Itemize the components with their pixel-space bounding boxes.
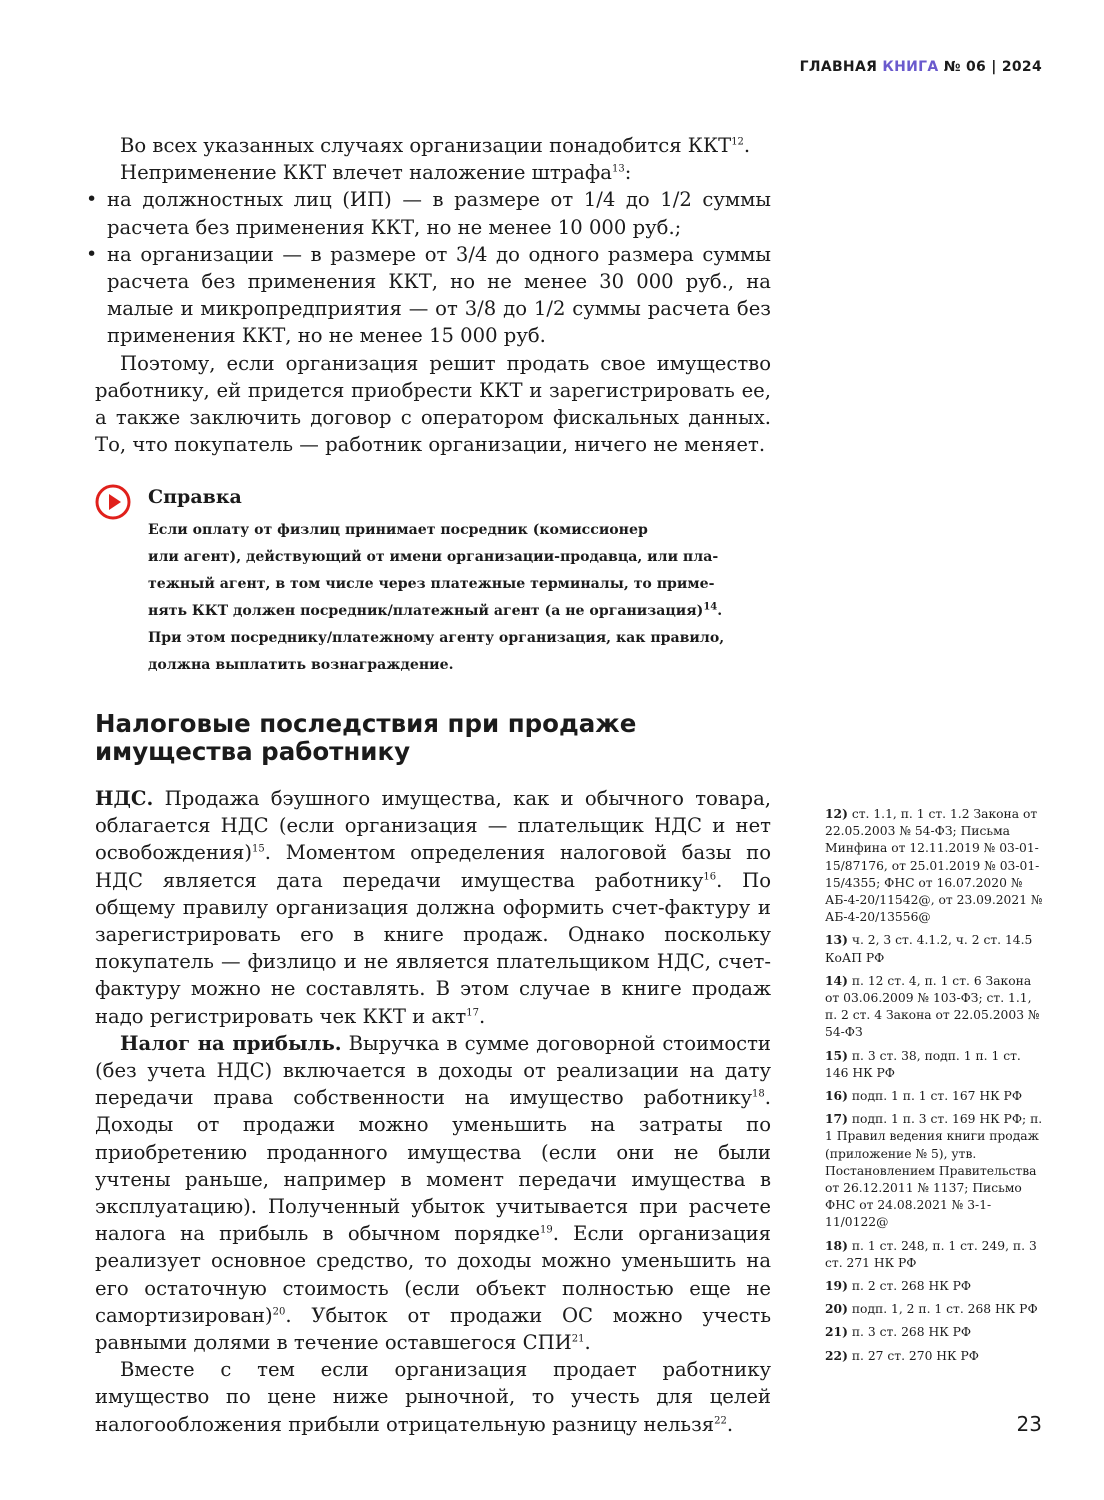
section-body [95,785,771,1438]
section-heading: Налоговые последствия при продаже имущества работнику [95,709,637,766]
footnote: 19) п. 2 ст. 268 НК РФ [825,1278,972,1294]
intro-paragraph-3: Поэтому, если организация решит продать свое имущество работнику, ей придется приобрести ККТ и зарегистрировать ее, а также заключить договор с оператором фискальных данных. То, что покупатель — работник организации, ничего не меняет. [95,351,771,457]
footnote: 20) подп. 1, 2 п. 1 ст. 268 НК РФ [825,1301,1038,1317]
footnote-ref[interactable]: 13 [611,163,625,175]
note-title: Справка [148,486,242,508]
footnote-ref[interactable]: 17 [466,1007,479,1019]
footnote-ref[interactable]: 20 [272,1306,286,1318]
header-issue: № 06 | 2024 [938,59,1042,75]
note-line: При этом посреднику/платежному агенту организация, как правило, [148,630,725,646]
footnote-ref[interactable]: 21 [571,1333,585,1345]
footnote-ref[interactable]: 18 [752,1088,765,1100]
vat-lead: НДС. [95,787,154,810]
footnote-ref[interactable]: 16 [703,871,717,883]
profit-tax-lead: Налог на прибыль. [120,1031,342,1055]
footnote: 18) п. 1 ст. 248, п. 1 ст. 249, п. 3 ст. 271 НК РФ [825,1237,1037,1270]
footnote: 17) подп. 1 п. 3 ст. 169 НК РФ; п. 1 Правил ведения книги продаж (приложение № 5), утв. Постановлением Правительства от 26.12.2011 № 1137; Письмо ФНС от 24.08.2021 № 3-1-11/0122@ [825,1111,1043,1230]
footnote-ref[interactable]: 15 [252,843,265,855]
profit-tax-paragraph: Налог на прибыль. Выручка в сумме договорной стоимости (без учета НДС) включается в доходы от реализации на дату передачи права собственности на имущество работнику$^{18}$. Доходы от продажи можно уменьшить на затраты по приобретению проданного имущества (если они не были учтены раньше, например в момент передачи имущества в эксплуатацию). Полученный убыток учитывается при расчете налога на прибыль в обычном порядке$^{19}$. Если организация реализует основное средство, то доходы можно уменьшить на его остаточную стоимость (если объект полностью еще не самортизирован)$^{20}$. Убыток от продажи ОС можно учесть равными долями в течение оставшегося СПИ$^{21}$. [95,1031,772,1355]
list-item: • на должностных лиц (ИП) — в размере от 1/4 до 1/2 суммы расчета без применения ККТ, но не менее 10 000 руб.; [95,186,771,240]
footnote-ref[interactable]: 22 [714,1415,727,1427]
intro-block [95,132,771,458]
note-body [148,517,773,679]
intro-paragraph-1: Во всех указанных случаях организации понадобится ККТ$^{12}$. [120,134,751,157]
page-number: 23 [1016,1412,1042,1436]
footnote: 16) подп. 1 п. 1 ст. 167 НК РФ [825,1088,1023,1104]
footnote: 12) ст. 1.1, п. 1 ст. 1.2 Закона от 22.05.2003 № 54-ФЗ; Письма Минфина от 12.11.2019 № 03-01-15/87176, от 25.01.2019 № 03-01-15/4355; ФНС от 16.07.2020 № АБ-4-20/11542@, от 23.09.2021 № АБ-4-20/13556@ [825,806,1043,925]
footnote-ref[interactable]: 14 [703,601,718,613]
note-line: должна выплатить вознаграждение. [148,657,454,673]
vat-paragraph: НДС. Продажа бэушного имущества, как и обычного товара, облагается НДС (если организация — плательщик НДС и нет освобождения)$^{15}$. Моментом определения налоговой базы по НДС является дата передачи имущества работнику$^{16}$. По общему правилу организация должна оформить счет-фактуру и зарегистрировать его в книге продаж. Однако поскольку покупатель — физлицо и не является плательщиком НДС, счет-фактуру можно не составлять. В этом случае в книге продаж надо регистрировать чек ККТ и акт$^{17}$. [95,787,772,1028]
footnote-ref[interactable]: 19 [539,1224,553,1236]
play-circle-icon [95,484,131,520]
note-line: или агент), действующий от имени организации-продавца, или пла- [148,549,719,565]
market-price-paragraph: Вместе с тем если организация продает работнику имущество по цене ниже рыночной, то учесть для целей налогообложения прибыли отрицательную разницу нельзя$^{22}$. [95,1358,771,1436]
note-line: Если оплату от физлиц принимает посредник (комиссионер [148,522,648,538]
footnote: 15) п. 3 ст. 38, подп. 1 п. 1 ст. 146 НК РФ [825,1047,1021,1080]
fine-list [95,186,771,349]
footnote-ref[interactable]: 12 [731,136,744,148]
list-item: • на организации — в размере от 3/4 до одного размера суммы расчета без применения ККТ, но не менее 30 000 руб., на малые и микропредприятия — от 3/8 до 1/2 суммы расчета без применения ККТ, но не менее 15 000 руб. [95,241,771,350]
note-line: тежный агент, в том числе через платежные терминалы, то приме- [148,576,715,592]
footnotes-column [825,805,1047,1370]
magazine-header [800,59,1042,75]
footnote: 14) п. 12 ст. 4, п. 1 ст. 6 Закона от 03.06.2009 № 103-ФЗ; ст. 1.1, п. 2 ст. 4 Закона от 22.05.2003 № 54-ФЗ [825,972,1040,1040]
intro-paragraph-2: Неприменение ККТ влечет наложение штрафа$^{13}$: [120,161,632,185]
footnote: 22) п. 27 ст. 270 НК РФ [825,1347,979,1363]
note-line: нять ККТ должен посредник/платежный агент (а не организация)$^{14}$. [148,601,723,619]
footnote: 21) п. 3 ст. 268 НК РФ [825,1324,972,1340]
header-title: ГЛАВНАЯ [799,59,883,75]
header-title-accent: КНИГА [882,59,939,75]
footnote: 13) ч. 2, 3 ст. 4.1.2, ч. 2 ст. 14.5 КоАП РФ [825,932,1033,965]
